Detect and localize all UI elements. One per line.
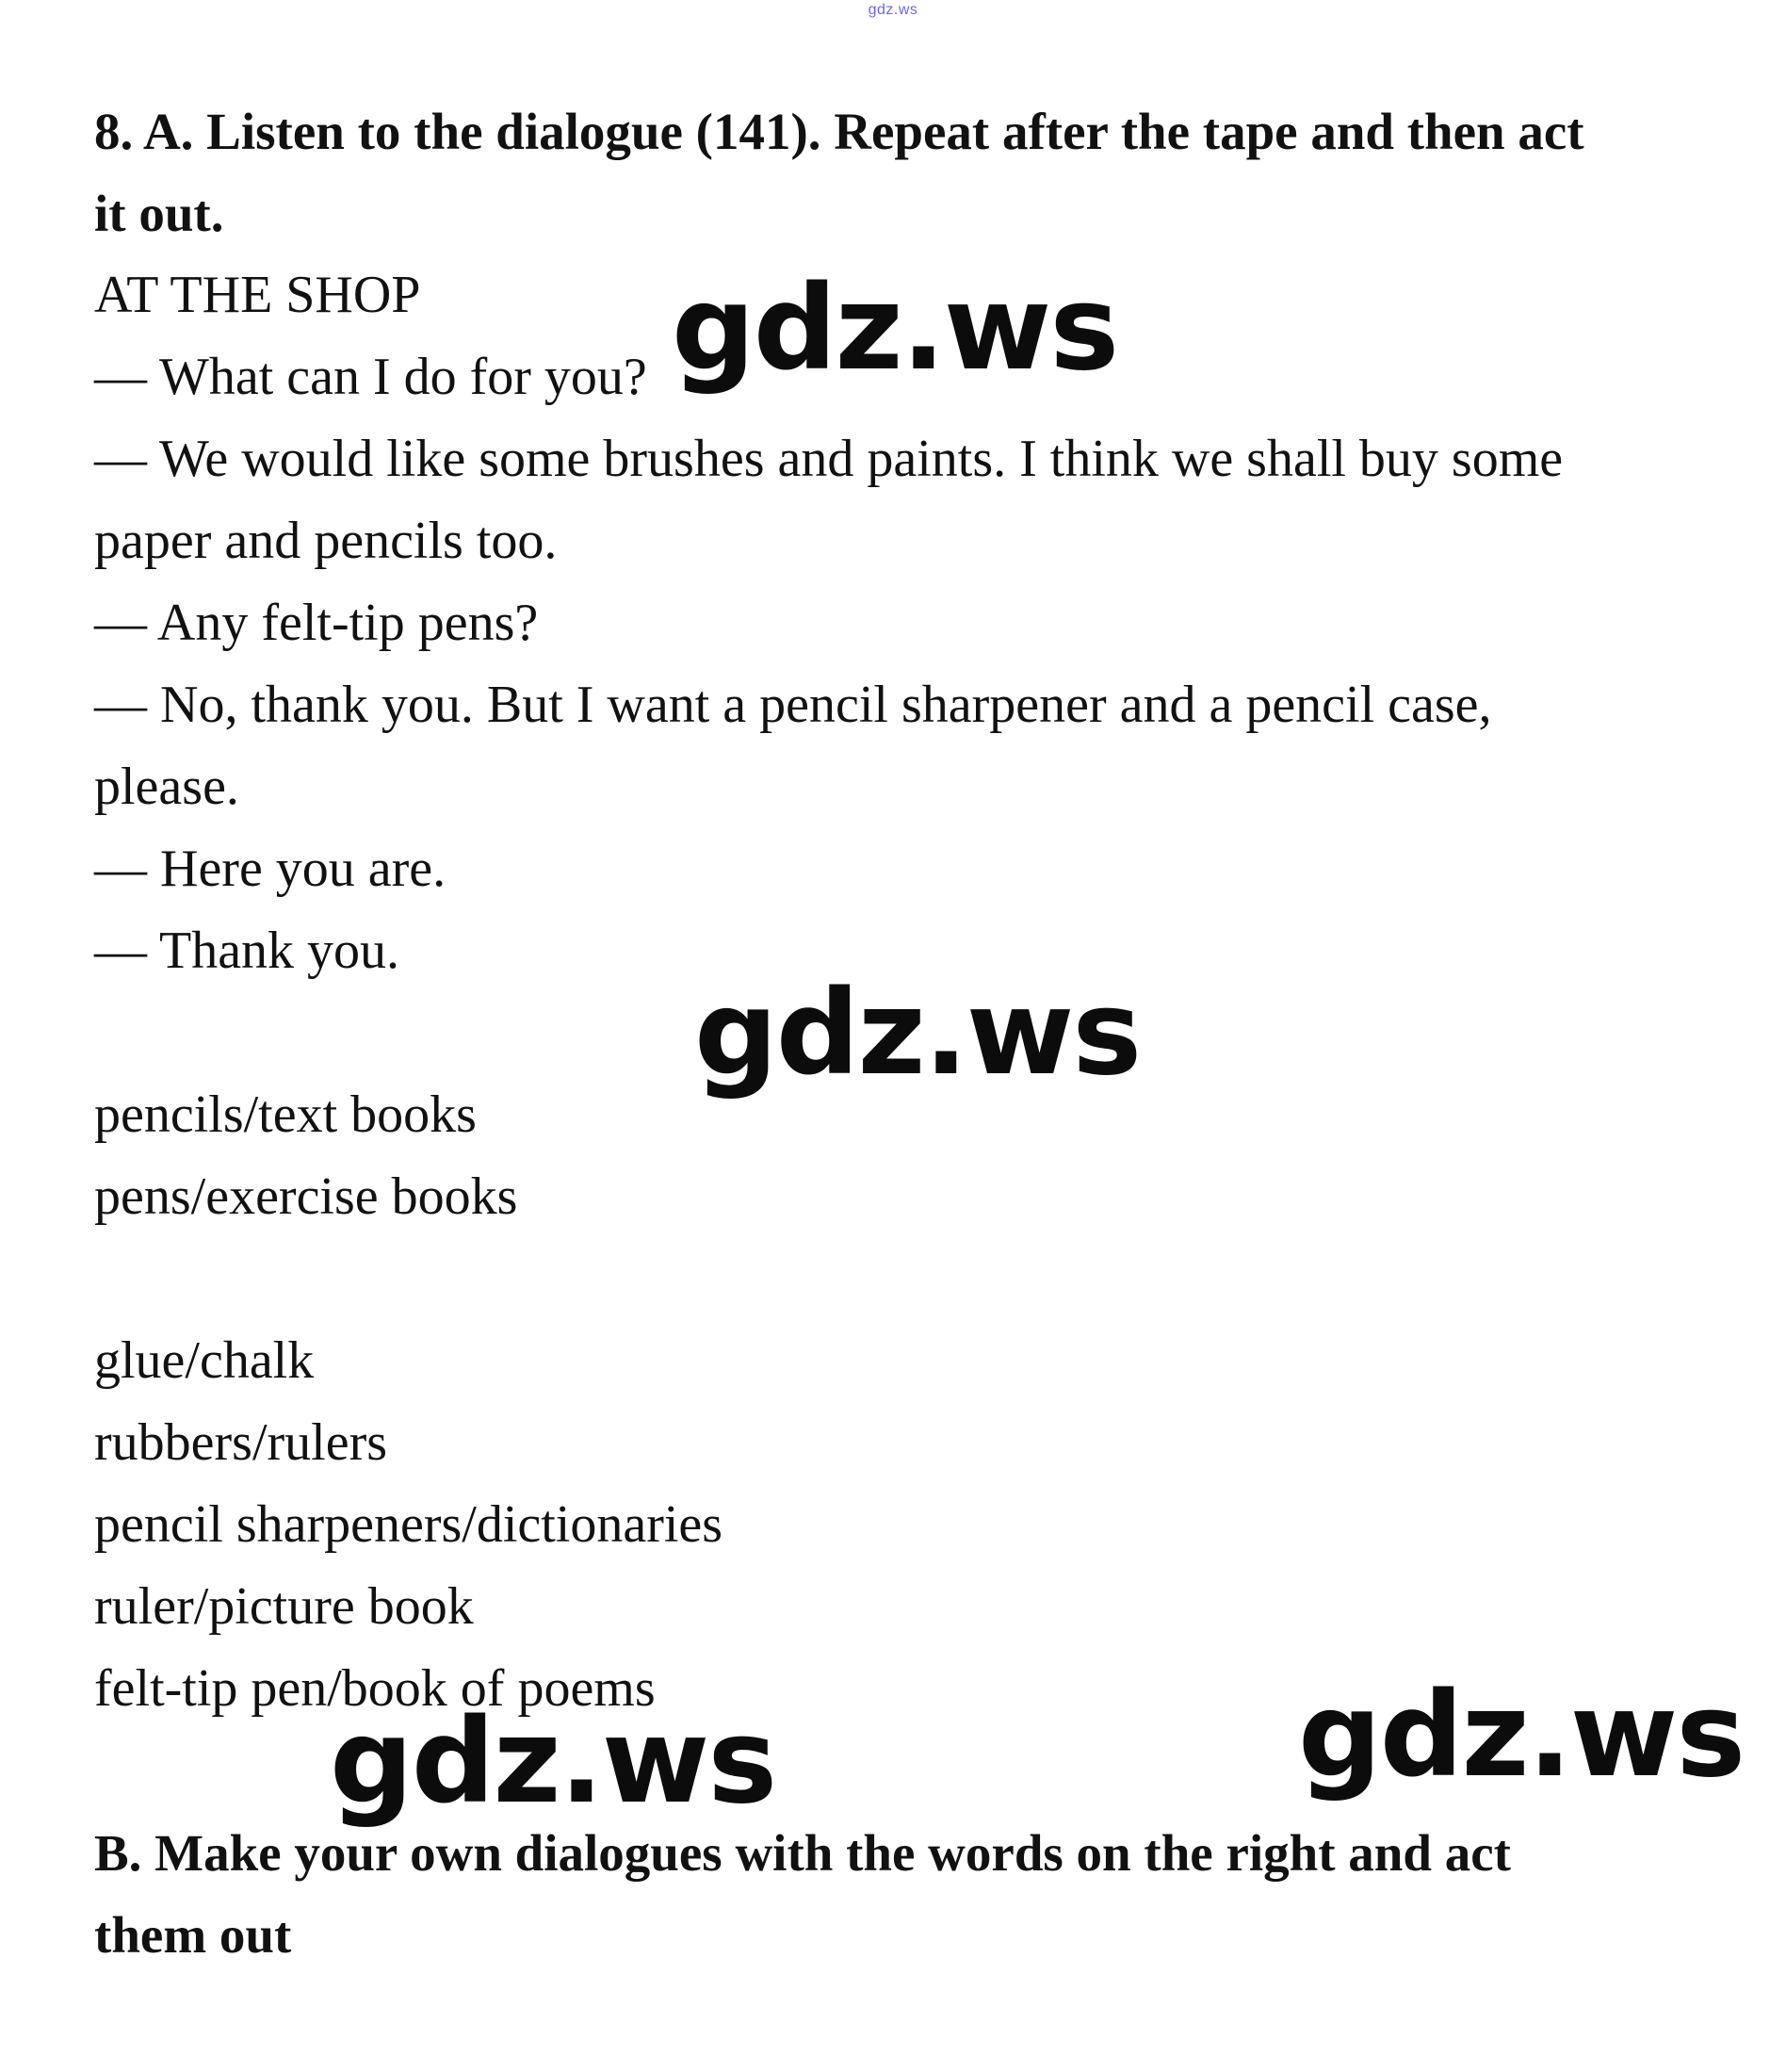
watermark: gdz.ws xyxy=(330,1694,776,1830)
word-pair: pens/exercise books xyxy=(94,1167,518,1226)
site-mark: gdz.ws xyxy=(868,2,918,18)
word-pair: ruler/picture book xyxy=(94,1577,474,1636)
dialogue-line: — What can I do for you? xyxy=(94,348,647,406)
dialogue-line: — No, thank you. But I want a pencil sharpener and a pencil case, xyxy=(94,676,1492,734)
word-pair: felt-tip pen/book of poems xyxy=(94,1659,656,1718)
dialogue-line: — Any felt-tip pens? xyxy=(94,594,539,652)
word-pair: pencils/text books xyxy=(94,1085,477,1144)
dialogue-title: AT THE SHOP xyxy=(94,266,421,324)
task-a-heading-line-1: 8. A. Listen to the dialogue (141). Repeat after the tape and then act xyxy=(94,103,1584,160)
dialogue-line: please. xyxy=(94,758,239,816)
dialogue-line: paper and pencils too. xyxy=(94,512,558,570)
word-pair: pencil sharpeners/dictionaries xyxy=(94,1495,723,1554)
watermark: gdz.ws xyxy=(672,261,1118,397)
task-b-heading-line-2: them out xyxy=(94,1906,292,1964)
spacer xyxy=(94,1238,1714,1320)
word-pair: rubbers/rulers xyxy=(94,1413,388,1472)
task-b-heading-line-1: B. Make your own dialogues with the words on the right and act xyxy=(94,1824,1511,1882)
watermark: gdz.ws xyxy=(694,966,1141,1101)
task-a-heading-line-2: it out. xyxy=(94,185,224,242)
watermark: gdz.ws xyxy=(1298,1668,1745,1803)
word-pair: glue/chalk xyxy=(94,1331,315,1390)
dialogue-line: — Thank you. xyxy=(94,922,400,980)
dialogue-line: — Here you are. xyxy=(94,840,446,898)
dialogue-line: — We would like some brushes and paints. I think we shall buy some xyxy=(94,430,1564,488)
